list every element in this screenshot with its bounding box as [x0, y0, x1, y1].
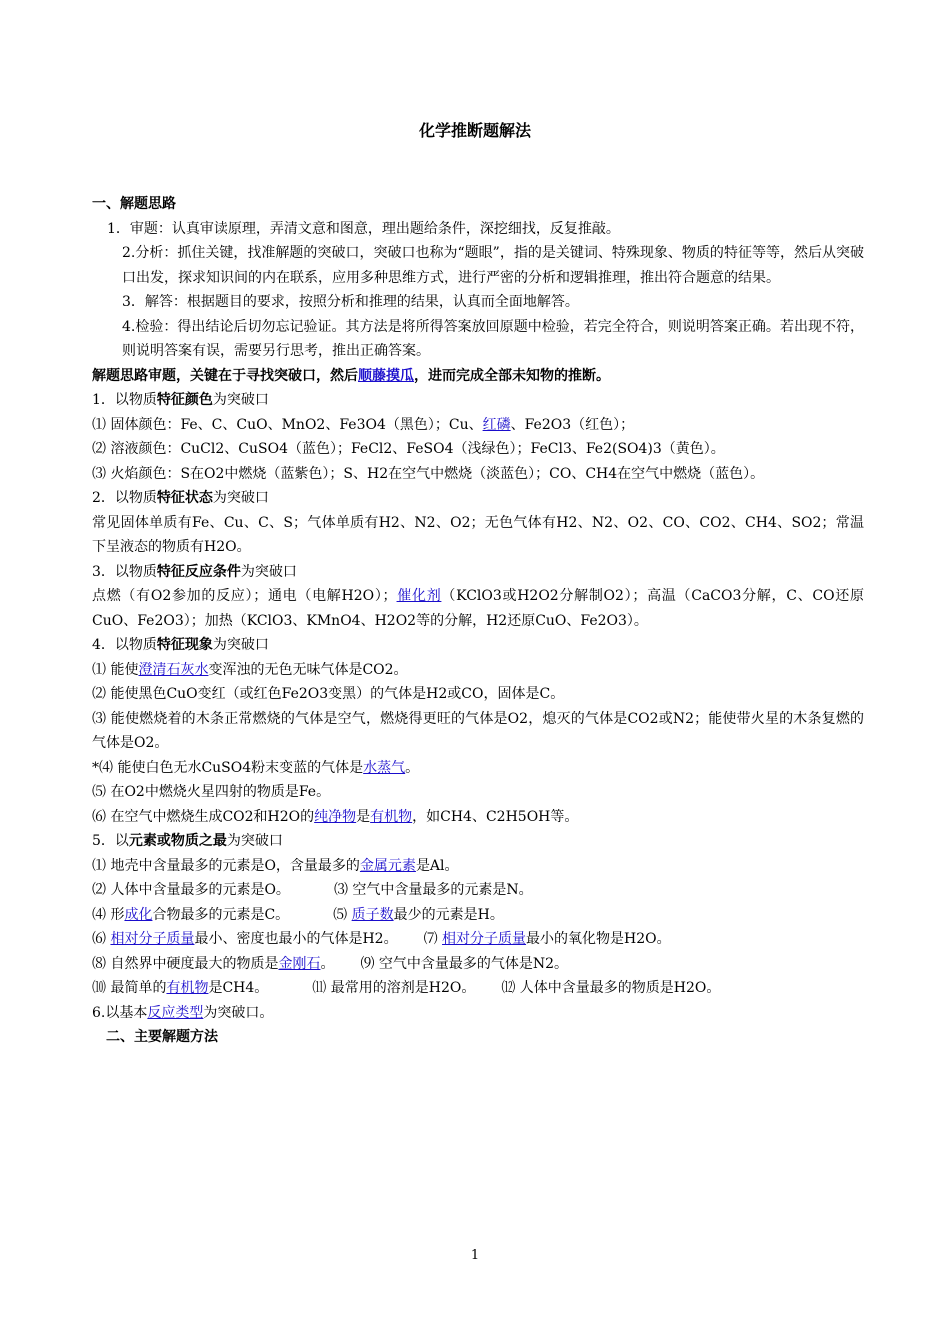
link-organic[interactable]: 有机物 — [370, 808, 413, 825]
paragraph-analysis: 2.分析：抓住关键，找准解题的突破口，突破口也称为“题眼”，指的是关键词、特殊现象、物质的特征等等，然后从突破口出发，探求知识间的内在联系，应用多种思维方式，进行严密的分析和逻辑推理，推出符合题意的结果。 — [122, 245, 864, 286]
item-crust: ⑴ 地壳中含量最多的元素是O，含量最多的金属元素是Al。 — [92, 857, 459, 874]
document-body — [92, 192, 864, 1050]
paragraph-condition: 点燃（有O2参加的反应）；通电（电解H2O）；催化剂（KClO3或H2O2分解制O2）；高温（CaCO3分解，C、CO还原CuO、Fe2O3）；加热（KClO3、KMnO4、H2O2等的分解，H2还原CuO、Fe2O3）。 — [92, 588, 864, 629]
link-reaction-type[interactable]: 反应类型 — [147, 1004, 204, 1021]
page-number: 1 — [470, 1248, 480, 1263]
items-4-5: ⑷ 形成化合物最多的元素是C。 ⑸ 质子数最少的元素是H。 — [92, 906, 504, 923]
paragraph-verify: 4.检验：得出结论后切勿忘记验证。其方法是将所得答案放回原题中检验，若完全符合，则说明答案正确。若出现不符，则说明答案有误，需要另行思考，推出正确答案。 — [122, 318, 864, 359]
item-solid-color: ⑴ 固体颜色：Fe、C、CuO、MnO2、Fe3O4（黑色）；Cu、红磷、Fe2O3（红色）； — [92, 416, 635, 433]
section-heading-2: 二、主要解题方法 — [106, 1029, 218, 1045]
item-burning-stick: ⑶ 能使燃烧着的木条正常燃烧的气体是空气，燃烧得更旺的气体是O2，熄灭的气体是CO2或N2；能使带火星的木条复燃的气体是O2。 — [92, 710, 864, 751]
link-limewater[interactable]: 澄清石灰水 — [138, 661, 209, 678]
subheading-condition: 3．以物质特征反应条件为突破口 — [92, 563, 297, 580]
link-organic-2[interactable]: 有机物 — [166, 980, 209, 996]
subheading-color: 1．以物质特征颜色为突破口 — [92, 392, 269, 408]
subheading-reaction-type: 6.以基本反应类型为突破口。 — [92, 1004, 274, 1021]
item-fe-burning: ⑸ 在O2中燃烧火星四射的物质是Fe。 — [92, 784, 331, 800]
link-diamond[interactable]: 金刚石 — [278, 955, 321, 972]
paragraph-state: 常见固体单质有Fe、Cu、C、S；气体单质有H2、N2、O2；无色气体有H2、N2、O2、CO、CO2、CH4、SO2；常温下呈液态的物质有H2O。 — [92, 514, 864, 555]
document-title: 化学推断题解法 — [418, 121, 531, 140]
link-chenghua[interactable]: 成化 — [124, 906, 153, 923]
item-limewater: ⑴ 能使澄清石灰水变浑浊的无色无味气体是CO2。 — [92, 661, 408, 678]
section-heading-1: 一、解题思路 — [92, 196, 176, 212]
subheading-state: 2．以物质特征状态为突破口 — [92, 490, 269, 506]
link-molecular-mass-1[interactable]: 相对分子质量 — [110, 931, 195, 947]
item-organic: ⑹ 在空气中燃烧生成CO2和H2O的纯净物是有机物，如CH4、C2H5OH等。 — [92, 808, 579, 825]
subheading-phenomenon: 4．以物质特征现象为突破口 — [92, 637, 269, 653]
items-10-12: ⑽ 最简单的有机物是CH4。 ⑾ 最常用的溶剂是H2O。 ⑿ 人体中含量最多的物质是H2O。 — [92, 980, 721, 996]
subheading-most: 5．以元素或物质之最为突破口 — [92, 833, 283, 849]
link-pure-substance[interactable]: 纯净物 — [314, 808, 357, 825]
link-red-phosphorus[interactable]: 红磷 — [482, 416, 511, 433]
paragraph-review: 1．审题：认真审读原理，弄清文意和图意，理出题给条件，深挖细找，反复推敲。 — [107, 220, 620, 237]
link-shunteng[interactable]: 顺藤摸瓜 — [358, 367, 414, 384]
items-8-9: ⑻ 自然界中硬度最大的物质是金刚石。 ⑼ 空气中含量最多的气体是N2。 — [92, 955, 569, 972]
link-molecular-mass-2[interactable]: 相对分子质量 — [442, 931, 527, 947]
link-catalyst[interactable]: 催化剂 — [396, 588, 442, 604]
link-proton-number[interactable]: 质子数 — [351, 906, 394, 923]
item-solution-color: ⑵ 溶液颜色：CuCl2、CuSO4（蓝色）；FeCl2、FeSO4（浅绿色）；FeCl3、Fe2(SO4)3（黄色）。 — [92, 441, 725, 457]
items-2-3: ⑵ 人体中含量最多的元素是O。 ⑶ 空气中含量最多的元素是N。 — [92, 882, 533, 898]
link-metal-element[interactable]: 金属元素 — [359, 857, 416, 874]
item-cuo: ⑵ 能使黑色CuO变红（或红色Fe2O3变黑）的气体是H2或CO，固体是C。 — [92, 686, 565, 702]
item-cuso4: *⑷ 能使白色无水CuSO4粉末变蓝的气体是水蒸气。 — [92, 759, 420, 776]
paragraph-answer: 3．解答：根据题目的要求，按照分析和推理的结果，认真而全面地解答。 — [122, 294, 579, 310]
items-6-7: ⑹ 相对分子质量最小、密度也最小的气体是H2。 ⑺ 相对分子质量最小的氧化物是H2O。 — [92, 931, 671, 947]
link-water-vapor[interactable]: 水蒸气 — [363, 759, 406, 776]
item-flame-color: ⑶ 火焰颜色：S在O2中燃烧（蓝紫色）；S、H2在空气中燃烧（淡蓝色）；CO、CH4在空气中燃烧（蓝色）。 — [92, 465, 765, 482]
key-sentence: 解题思路审题，关键在于寻找突破口，然后顺藤摸瓜，进而完成全部未知物的推断。 — [92, 367, 610, 384]
